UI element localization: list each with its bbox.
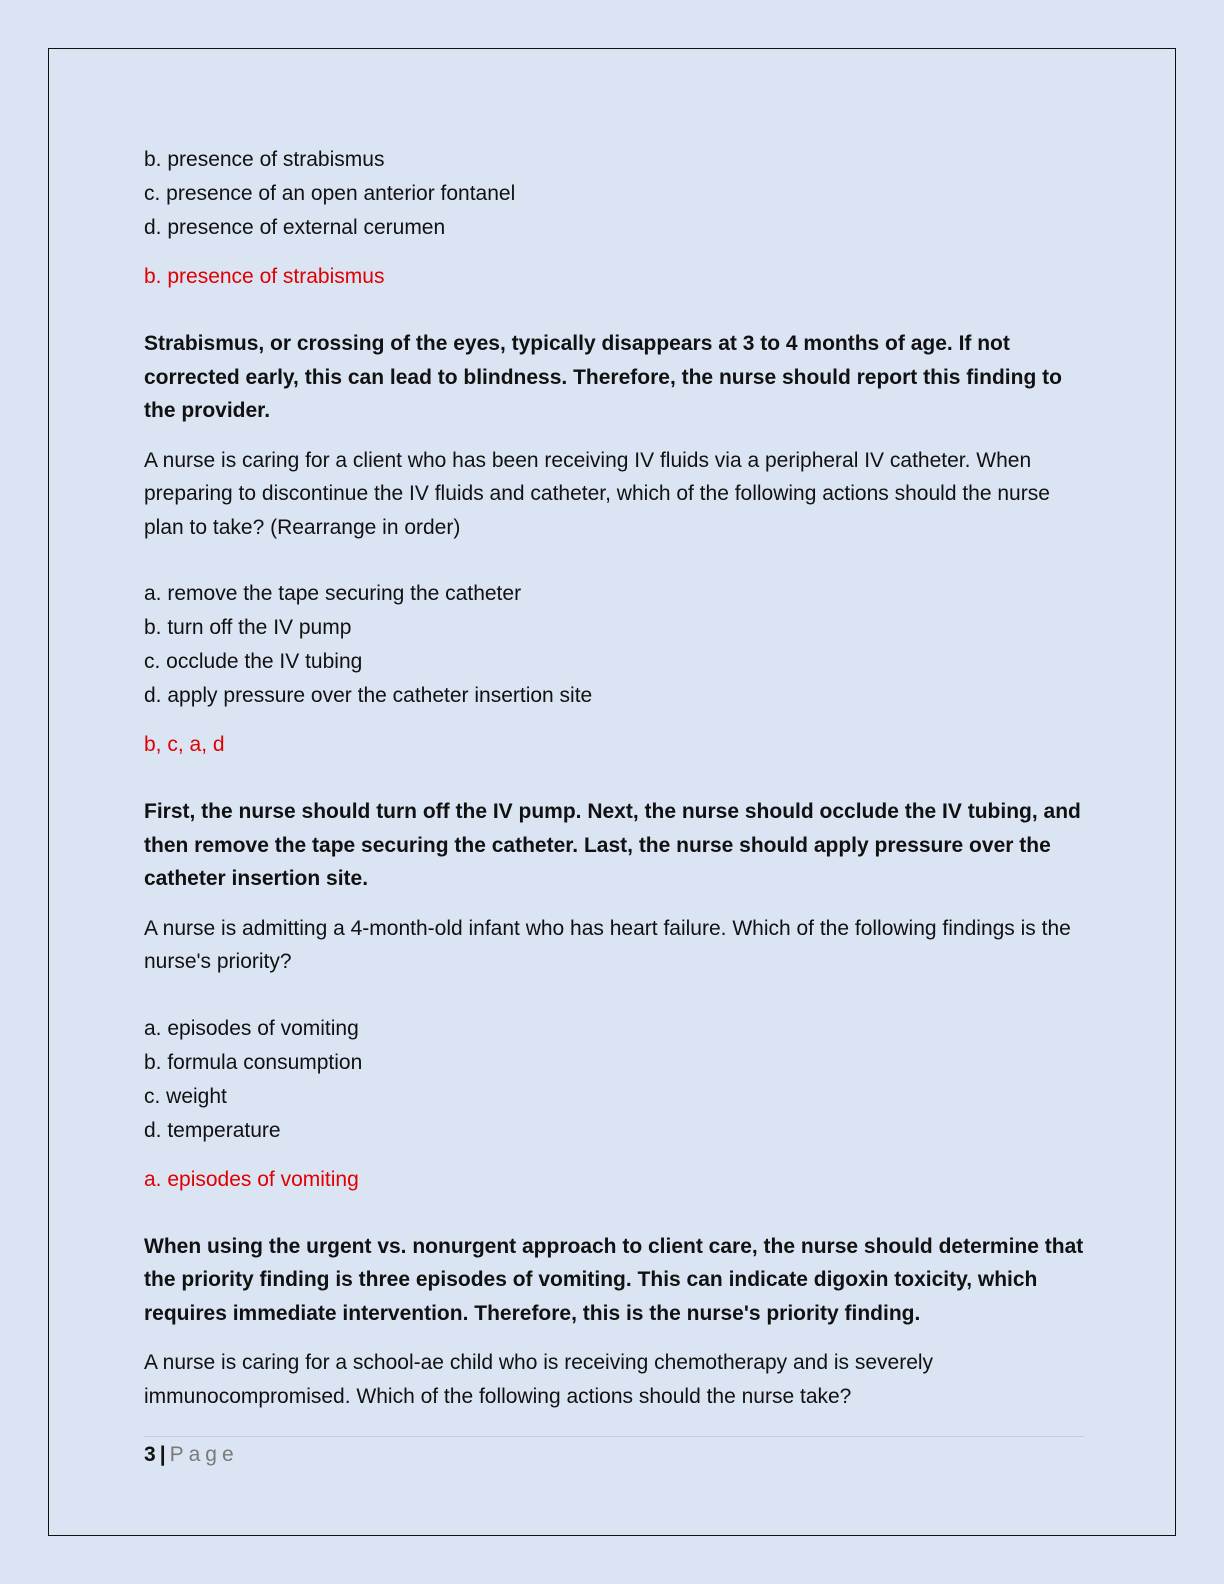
q3-options	[144, 1012, 1084, 1148]
q3-question: A nurse is admitting a 4-month-old infant who has heart failure. Which of the following findings is the nurse's priority?	[144, 916, 1071, 973]
option-c: c. weight	[144, 1084, 227, 1108]
option-d: d. apply pressure over the catheter insertion site	[144, 684, 593, 707]
option-d: d. presence of external cerumen	[144, 216, 446, 239]
q2-answer: b, c, a, d	[144, 733, 225, 756]
q1-options	[144, 143, 1084, 245]
q3-answer: a. episodes of vomiting	[144, 1167, 359, 1191]
q2-options	[144, 577, 1084, 713]
option-c: c. occlude the IV tubing	[144, 650, 363, 673]
q3-explanation: When using the urgent vs. nonurgent approach to client care, the nurse should determine that the priority finding is three episodes of vomiting. This can indicate digoxin toxicity, which requires immediate intervention. Therefore, this is the nurse's priority finding.	[144, 1234, 1084, 1325]
page-content	[144, 143, 1084, 1413]
q1-explanation: Strabismus, or crossing of the eyes, typically disappears at 3 to 4 months of age. If not corrected early, this can lead to blindness. Therefore, the nurse should report this finding to the provider.	[144, 332, 1062, 422]
option-b: b. presence of strabismus	[144, 148, 385, 171]
footer-separator: |	[159, 1443, 166, 1466]
q4-question: A nurse is caring for a school-ae child who is receiving chemotherapy and is severely immunocompromised. Which of the following actions should the nurse take?	[144, 1351, 934, 1408]
page-footer	[144, 1436, 1084, 1470]
q1-answer: b. presence of strabismus	[144, 265, 385, 288]
q2-question: A nurse is caring for a client who has been receiving IV fluids via a peripheral IV catheter. When preparing to discontinue the IV fluids and catheter, which of the following actions should the nurse plan to take? (Rearrange in order)	[144, 448, 1050, 539]
option-b: b. formula consumption	[144, 1050, 363, 1074]
option-b: b. turn off the IV pump	[144, 616, 352, 639]
page-number: 3	[144, 1443, 156, 1466]
option-a: a. episodes of vomiting	[144, 1016, 359, 1040]
option-c: c. presence of an open anterior fontanel	[144, 182, 516, 205]
q2-explanation: First, the nurse should turn off the IV pump. Next, the nurse should occlude the IV tubing, and then remove the tape securing the catheter. Last, the nurse should apply pressure over the catheter insertion site.	[144, 800, 1081, 890]
option-a: a. remove the tape securing the catheter	[144, 582, 522, 605]
page-label: Page	[169, 1443, 239, 1466]
option-d: d. temperature	[144, 1118, 281, 1142]
